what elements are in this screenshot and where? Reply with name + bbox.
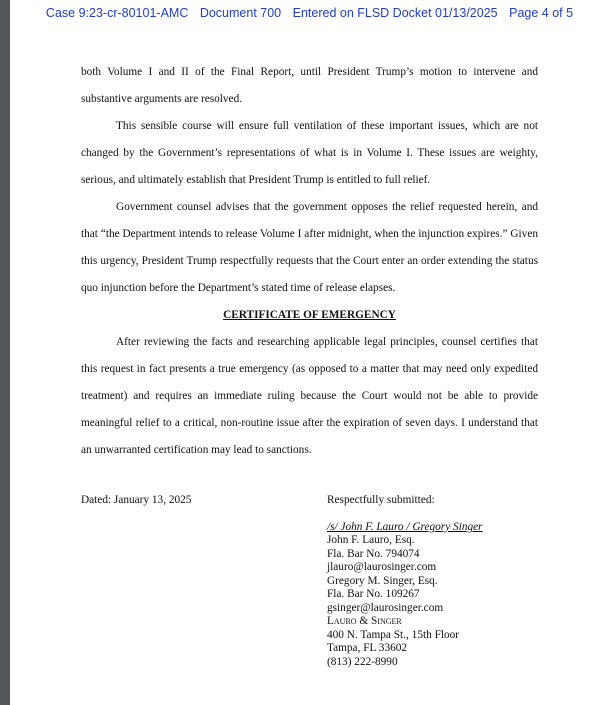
bar-number-line: Fla. Bar No. 109267 [327, 588, 420, 600]
signature-block [327, 494, 483, 669]
paragraph-3: Government counsel advises that the government opposes the relief requested herein, and that “the Department intends to release Volume I after midnight, when the injunction expires.” Given this urgency, President Trump respectfully requests that the Court enter an order extending the status quo injunction before the Department’s stated time of release elapses. [81, 201, 538, 294]
signature-line: /s/ John F. Lauro / Gregory Singer [327, 521, 483, 533]
address-line: 400 N. Tampa St., 15th Floor [327, 628, 460, 641]
paragraph-4: After reviewing the facts and researching applicable legal principles, counsel certifies that this request in fact presents a true emergency (as opposed to a matter that may need only expedited treatment) and requires an immediate ruling because the Court would not be able to provide meaningful relief to a critical, non-routine issue after the expiration of seven days. I understand that an unwarranted certification may lead to sanctions. [81, 336, 538, 456]
page-number: Page 4 of 5 [509, 6, 574, 20]
docket-header [10, 6, 609, 20]
address-line: Tampa, FL 33602 [327, 642, 408, 654]
document-page [10, 0, 609, 705]
section-heading: CERTIFICATE OF EMERGENCY [223, 309, 396, 321]
document-number: Document 700 [199, 6, 282, 20]
docket-entry: Entered on FLSD Docket 01/13/2025 [292, 6, 498, 20]
email-line: gsinger@laurosinger.com [327, 601, 444, 614]
dated-line: Dated: January 13, 2025 [81, 494, 192, 506]
phone-line: (813) 222-8990 [327, 655, 398, 668]
firm-name: Lauro & Singer [327, 615, 402, 627]
attorney-line: Gregory M. Singer, Esq. [327, 574, 438, 587]
attorney-line: John F. Lauro, Esq. [327, 534, 415, 546]
email-line: jlauro@laurosinger.com [327, 561, 437, 573]
paragraph-1: both Volume I and II of the Final Report, until President Trump’s motion to intervene and substantive arguments are resolved. [81, 66, 538, 105]
bar-number-line: Fla. Bar No. 794074 [327, 547, 420, 560]
respectfully-submitted: Respectfully submitted: [327, 494, 435, 506]
body-text [81, 59, 538, 464]
paragraph-2: This sensible course will ensure full ventilation of these important issues, which are not changed by the Government’s representations of what is in Volume I. These issues are weighty, serious, and ultimately establish that President Trump is entitled to full relief. [81, 120, 538, 186]
case-number: Case 9:23-cr-80101-AMC [45, 6, 189, 20]
